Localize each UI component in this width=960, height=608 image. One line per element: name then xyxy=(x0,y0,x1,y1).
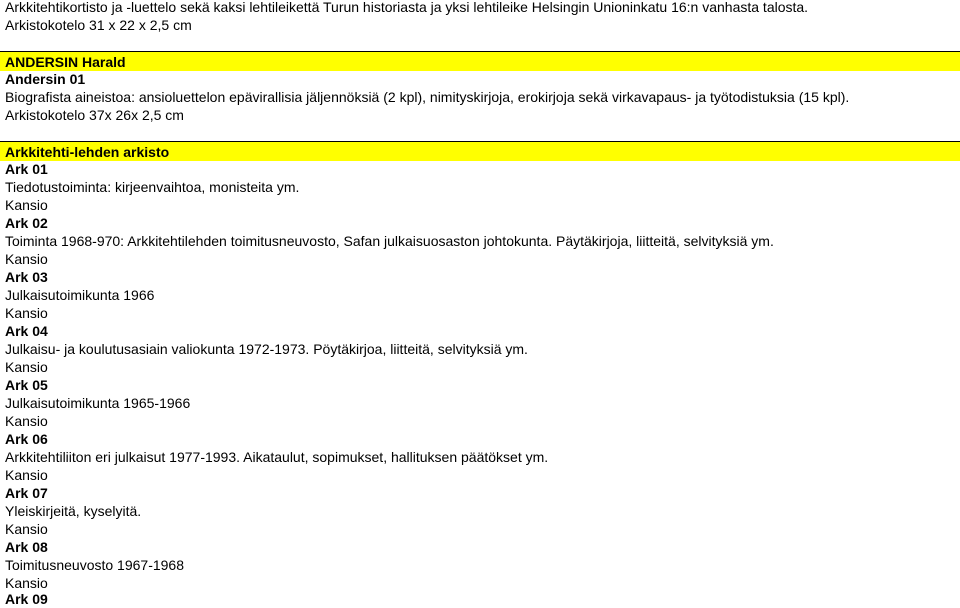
ark-05-code: Ark 05 xyxy=(5,377,48,393)
ark-04-description: Julkaisu- ja koulutusasiain valiokunta 1972-1973. Pöytäkirjoa, liitteitä, selvityksiä ym. xyxy=(5,341,528,357)
ark-02-container: Kansio xyxy=(5,251,48,267)
ark-02-code: Ark 02 xyxy=(5,215,48,231)
ark-06-container: Kansio xyxy=(5,467,48,483)
ark-01-code: Ark 01 xyxy=(5,161,48,177)
ark-03-description: Julkaisutoimikunta 1966 xyxy=(5,287,155,303)
ark-07-code: Ark 07 xyxy=(5,485,48,501)
ark-04-container: Kansio xyxy=(5,359,48,375)
ark-08-description: Toimitusneuvosto 1967-1968 xyxy=(5,557,185,573)
andersin-box: Arkistokotelo 37x 26x 2,5 cm xyxy=(5,107,184,123)
ark-09-code: Ark 09 xyxy=(5,591,48,607)
ark-03-code: Ark 03 xyxy=(5,269,48,285)
section-title-arkkitehti xyxy=(0,141,960,161)
section-title-andersin-text: ANDERSIN Harald xyxy=(5,54,126,70)
ark-06-description: Arkkitehtiliiton eri julkaisut 1977-1993. Aikataulut, sopimukset, hallituksen päätökset ym. xyxy=(5,449,549,465)
intro-line-1: Arkkitehtikortisto ja -luettelo sekä kaksi lehtileikettä Turun historiasta ja yksi lehtileike Helsingin Unioninkatu 16:n vanhasta talosta. xyxy=(5,0,809,15)
ark-08-code: Ark 08 xyxy=(5,539,48,555)
ark-08-container: Kansio xyxy=(5,575,48,591)
andersin-description: Biografista aineistoa: ansioluettelon epävirallisia jäljennöksiä (2 kpl), nimityskirjoja, erokirjoja sekä virkavapaus- ja työtodistuksia (15 kpl). xyxy=(5,89,850,105)
ark-07-description: Yleiskirjeitä, kyselyitä. xyxy=(5,503,142,519)
ark-03-container: Kansio xyxy=(5,305,48,321)
section-title-arkkitehti-text: Arkkitehti-lehden arkisto xyxy=(5,144,170,160)
section-title-andersin xyxy=(0,51,960,71)
ark-05-description: Julkaisutoimikunta 1965-1966 xyxy=(5,395,191,411)
ark-01-description: Tiedotustoiminta: kirjeenvaihtoa, monisteita ym. xyxy=(5,179,300,195)
ark-04-code: Ark 04 xyxy=(5,323,48,339)
andersin-code: Andersin 01 xyxy=(5,71,86,87)
ark-06-code: Ark 06 xyxy=(5,431,48,447)
ark-02-description: Toiminta 1968-970: Arkkitehtilehden toimitusneuvosto, Safan julkaisuosaston johtokunta. Päytäkirjoja, liitteitä, selvityksiä ym. xyxy=(5,233,774,249)
intro-line-2: Arkistokotelo 31 x 22 x 2,5 cm xyxy=(5,17,192,33)
ark-05-container: Kansio xyxy=(5,413,48,429)
ark-07-container: Kansio xyxy=(5,521,48,537)
ark-01-container: Kansio xyxy=(5,197,48,213)
